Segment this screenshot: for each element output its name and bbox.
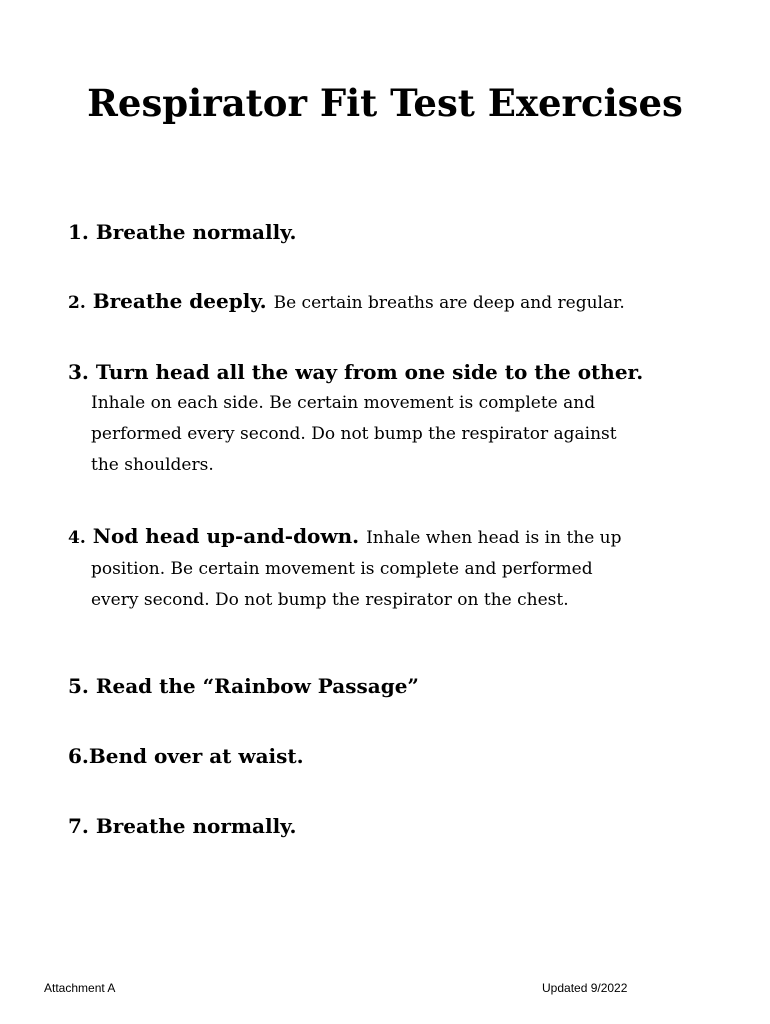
item-body-line: the shoulders. [91, 455, 214, 475]
item-body-line: Inhale on each side. Be certain movement is complete and [91, 393, 596, 413]
item-body-line: position. Be certain movement is complete and performed [91, 559, 593, 579]
item-body: Be certain breaths are deep and regular. [273, 293, 625, 313]
list-item [68, 810, 728, 842]
item-number: 1. [68, 220, 89, 244]
list-item [68, 520, 728, 616]
item-heading: Turn head all the way from one side to the other. [95, 360, 644, 384]
item-heading: Bend over at waist. [88, 744, 304, 768]
list-item [68, 285, 728, 319]
item-number: 7. [68, 814, 89, 838]
list-item [68, 216, 728, 248]
list-item [68, 670, 728, 702]
footer-updated-date: Updated 9/2022 [542, 981, 628, 995]
item-number: 6. [68, 744, 89, 768]
item-heading: Breathe normally. [95, 814, 297, 838]
item-body-line: performed every second. Do not bump the respirator against [91, 424, 617, 444]
item-number: 2. [68, 293, 86, 313]
list-item [68, 356, 728, 481]
item-body-line: every second. Do not bump the respirator on the chest. [91, 590, 569, 610]
footer-attachment: Attachment A [44, 981, 116, 995]
item-number: 5. [68, 674, 89, 698]
page-title: Respirator Fit Test Exercises [87, 81, 683, 125]
item-heading: Read the “Rainbow Passage” [95, 674, 419, 698]
item-number: 4. [68, 528, 86, 548]
item-heading: Breathe normally. [95, 220, 297, 244]
item-number: 3. [68, 360, 89, 384]
item-heading: Breathe deeply. [92, 289, 267, 313]
item-body: Inhale when head is in the up [366, 528, 622, 548]
list-item [68, 740, 728, 772]
item-heading: Nod head up-and-down. [92, 524, 360, 548]
